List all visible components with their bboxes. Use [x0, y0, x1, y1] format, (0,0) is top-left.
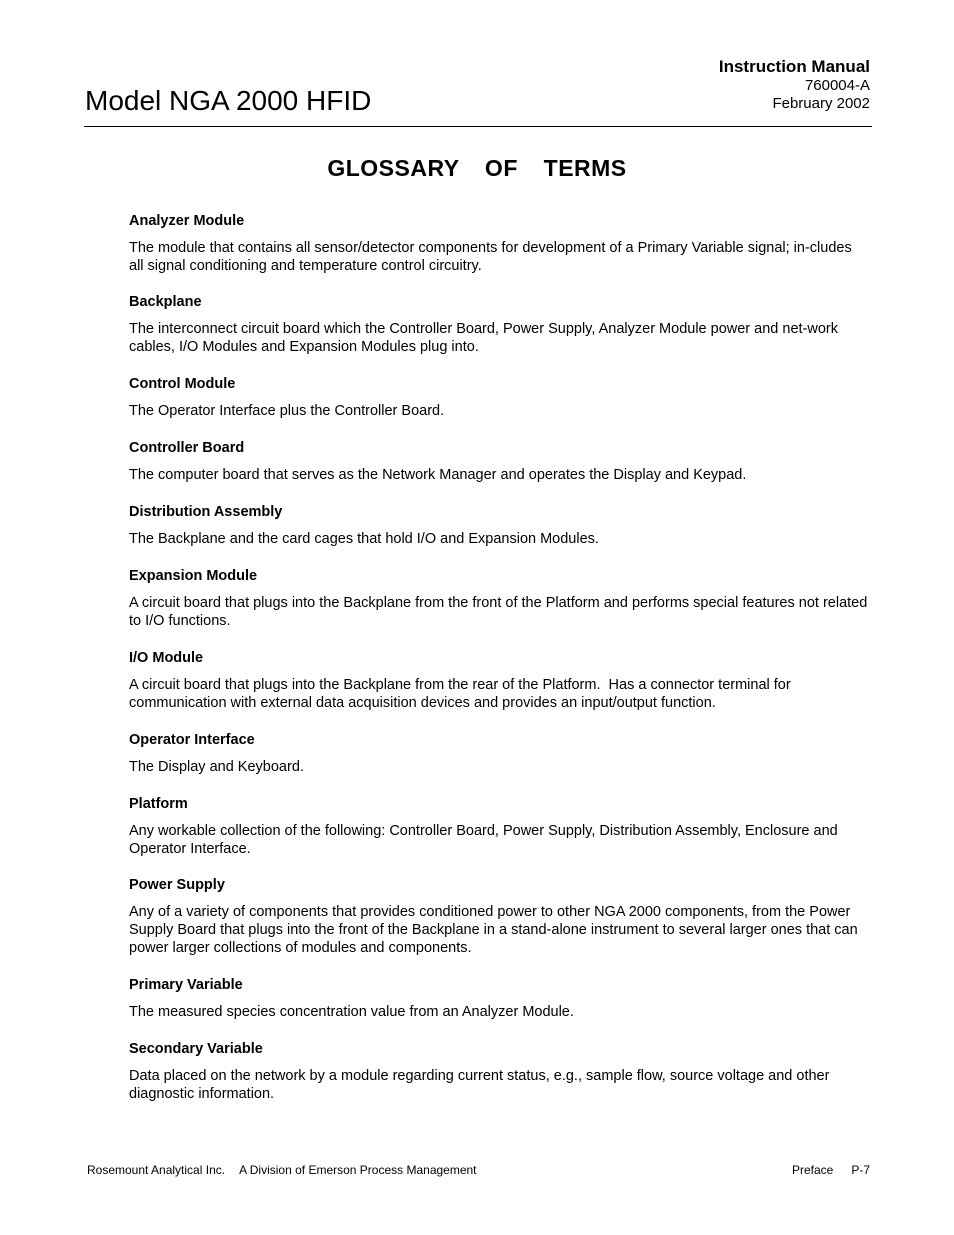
page-number: P-7	[851, 1163, 870, 1177]
glossary-term: Backplane	[129, 294, 202, 310]
glossary-definition: Any workable collection of the following: Controller Board, Power Supply, Distribution Assembly, Enclosure and Operator Interface.	[129, 823, 838, 857]
glossary-definition: The computer board that serves as the Network Manager and operates the Display and Keypad.	[129, 467, 747, 483]
glossary-entry	[129, 503, 869, 548]
glossary-term: Secondary Variable	[129, 1041, 263, 1057]
glossary-definition: A circuit board that plugs into the Backplane from the rear of the Platform. Has a connector terminal for communication with external data acquisition devices and provides an input/output function.	[129, 677, 795, 711]
header-divider	[84, 126, 872, 127]
glossary-definition: The interconnect circuit board which the Controller Board, Power Supply, Analyzer Module power and net-work cables, I/O Modules and Expansion Modules plug into.	[129, 321, 838, 355]
glossary-entry	[129, 439, 869, 484]
glossary-definition: The Backplane and the card cages that hold I/O and Expansion Modules.	[129, 531, 599, 547]
company-name: Rosemount Analytical Inc.	[87, 1163, 226, 1177]
model-title: Model NGA 2000 HFID	[85, 85, 372, 116]
glossary-entry	[129, 731, 869, 776]
glossary-entry	[129, 795, 869, 858]
footer-company	[87, 1163, 477, 1177]
manual-label: Instruction Manual	[718, 57, 870, 76]
glossary-entry	[129, 293, 869, 356]
document-number: 760004-A	[804, 77, 870, 94]
glossary-definition: The Operator Interface plus the Controller Board.	[129, 403, 445, 419]
document-info	[719, 56, 870, 113]
glossary-term: Controller Board	[129, 440, 245, 456]
glossary-entry	[129, 976, 869, 1021]
page-title: GLOSSARY OF TERMS	[327, 155, 627, 181]
glossary-definition: The Display and Keyboard.	[129, 759, 304, 775]
glossary-term: Expansion Module	[129, 568, 258, 584]
glossary-term: Control Module	[129, 376, 236, 392]
section-name: Preface	[791, 1163, 834, 1177]
glossary-entry	[129, 876, 869, 957]
glossary-definition: The module that contains all sensor/detector components for development of a Primary Variable signal; in-cludes all signal conditioning and temperature control circuitry.	[129, 240, 852, 274]
glossary-entry	[129, 1040, 869, 1103]
glossary-entry	[129, 212, 869, 275]
glossary-term: I/O Module	[129, 650, 204, 666]
glossary-definition: The measured species concentration value from an Analyzer Module.	[129, 1004, 574, 1020]
glossary-entry	[129, 567, 869, 630]
glossary-term: Analyzer Module	[129, 213, 245, 229]
glossary-term: Platform	[129, 796, 188, 812]
glossary-term: Distribution Assembly	[129, 504, 283, 520]
glossary-definition: Any of a variety of components that provides conditioned power to other NGA 2000 components, from the Power Supply Board that plugs into the front of the Backplane in a stand-alone instrument to several larger ones that can power larger collections of modules and components.	[129, 904, 858, 956]
glossary-term: Operator Interface	[129, 732, 255, 748]
glossary-definition: Data placed on the network by a module regarding current status, e.g., sample flow, source voltage and other diagnostic information.	[129, 1068, 830, 1102]
glossary-term: Primary Variable	[129, 977, 243, 993]
footer-page-info	[792, 1163, 870, 1177]
glossary-term: Power Supply	[129, 877, 225, 893]
glossary-entry	[129, 375, 869, 420]
division-name: A Division of Emerson Process Management	[239, 1163, 477, 1177]
glossary-definition: A circuit board that plugs into the Backplane from the front of the Platform and performs special features not related to I/O functions.	[129, 595, 868, 629]
glossary-entry	[129, 649, 869, 712]
document-date: February 2002	[772, 95, 870, 112]
